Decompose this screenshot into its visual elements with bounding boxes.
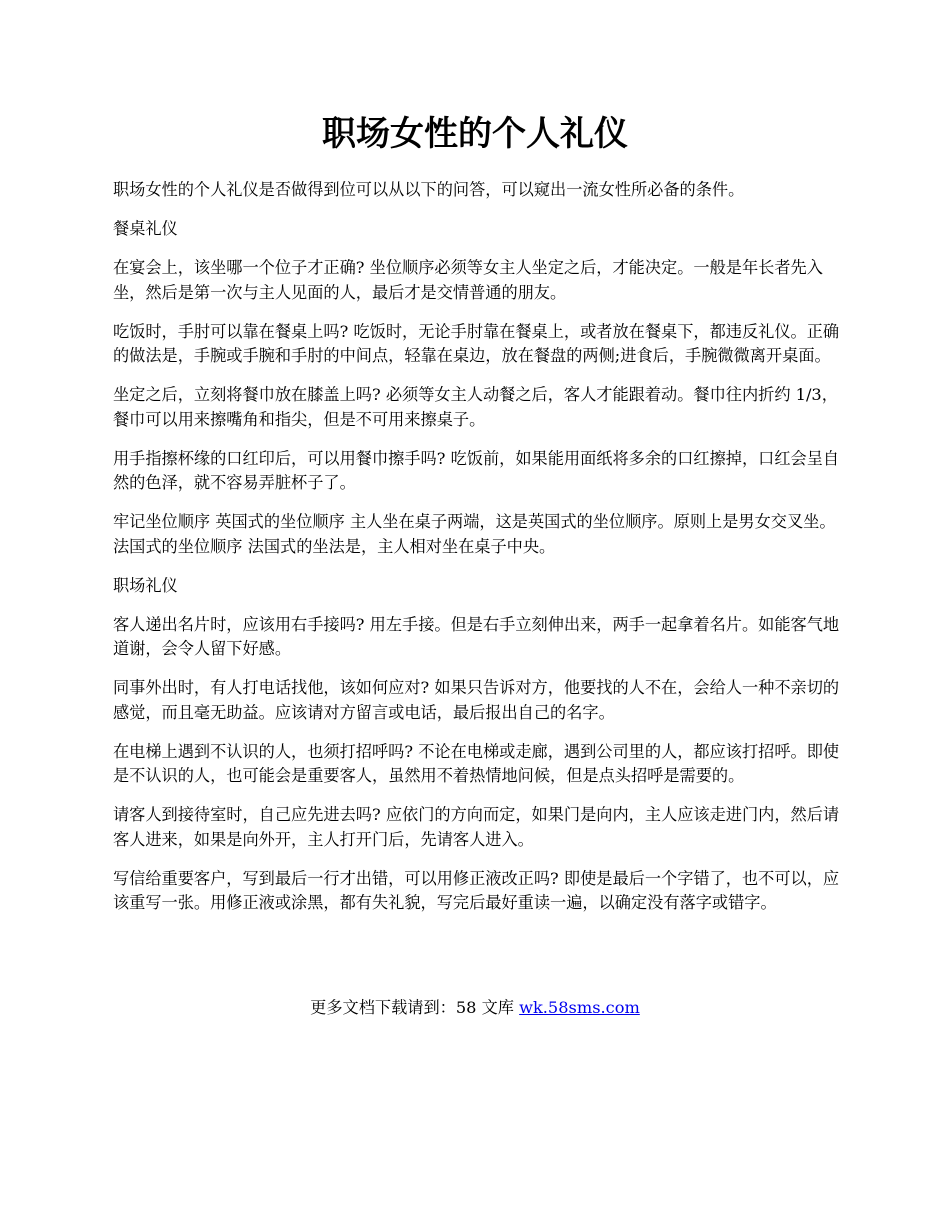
footer-text: 更多文档下载请到：58 文库 (310, 998, 520, 1017)
section-heading-dining: 餐桌礼仪 (113, 219, 178, 238)
body-paragraph: 写信给重要客户，写到最后一行才出错，可以用修正液改正吗? 即使是最后一个字错了，也不可以，应该重写一张。用修正液或涂黑，都有失礼貌，写完后最好重读一遍，以确定没有落字或错字。 (113, 868, 840, 912)
body-paragraph: 牢记坐位顺序 英国式的坐位顺序 主人坐在桌子两端，这是英国式的坐位顺序。原则上是男女交叉坐。 法国式的坐位顺序 法国式的坐法是，主人相对坐在桌子中央。 (113, 512, 836, 556)
body-paragraph: 同事外出时，有人打电话找他，该如何应对? 如果只告诉对方，他要找的人不在，会给人一种不亲切的感觉，而且毫无助益。应该请对方留言或电话，最后报出自己的名字。 (113, 678, 840, 722)
body-paragraph: 吃饭时，手肘可以靠在餐桌上吗? 吃饭时，无论手肘靠在餐桌上，或者放在餐桌下，都违反礼仪。正确的做法是，手腕或手腕和手肘的中间点，轻靠在桌边，放在餐盘的两侧;进食后，手腕微微离开桌面。 (113, 321, 840, 365)
document-body (113, 178, 840, 930)
body-paragraph: 客人递出名片时，应该用右手接吗? 用左手接。但是右手立刻伸出来，两手一起拿着名片。如能客气地道谢，会令人留下好感。 (113, 614, 840, 658)
body-paragraph: 用手指擦杯缘的口红印后，可以用餐巾擦手吗? 吃饭前，如果能用面纸将多余的口红擦掉，口红会呈自然的色泽，就不容易弄脏杯子了。 (113, 448, 840, 492)
body-paragraph: 坐定之后，立刻将餐巾放在膝盖上吗? 必须等女主人动餐之后，客人才能跟着动。餐巾往内折约 1/3，餐巾可以用来擦嘴角和指尖，但是不可用来擦桌子。 (113, 385, 838, 429)
body-paragraph: 在宴会上，该坐哪一个位子才正确? 坐位顺序必须等女主人坐定之后，才能决定。一般是年长者先入 坐，然后是第一次与主人见面的人，最后才是交情普通的朋友。 (113, 258, 823, 302)
document-title: 职场女性的个人礼仪 (322, 114, 628, 154)
body-paragraph: 在电梯上遇到不认识的人，也须打招呼吗? 不论在电梯或走廊，遇到公司里的人，都应该打招呼。即使是不认识的人，也可能会是重要客人，虽然用不着热情地问候，但是点头招呼是需要的。 (113, 741, 840, 785)
download-footer (0, 996, 950, 1020)
section-heading-workplace: 职场礼仪 (113, 575, 178, 595)
intro-paragraph: 职场女性的个人礼仪是否做得到位可以从以下的问答，可以窥出一流女性所必备的条件。 (113, 180, 745, 199)
footer-link[interactable]: wk.58sms.com (519, 998, 640, 1017)
body-paragraph: 请客人到接待室时，自己应先进去吗? 应依门的方向而定，如果门是向内，主人应该走进门内，然后请客人进来，如果是向外开，主人打开门后，先请客人进入。 (113, 805, 840, 849)
